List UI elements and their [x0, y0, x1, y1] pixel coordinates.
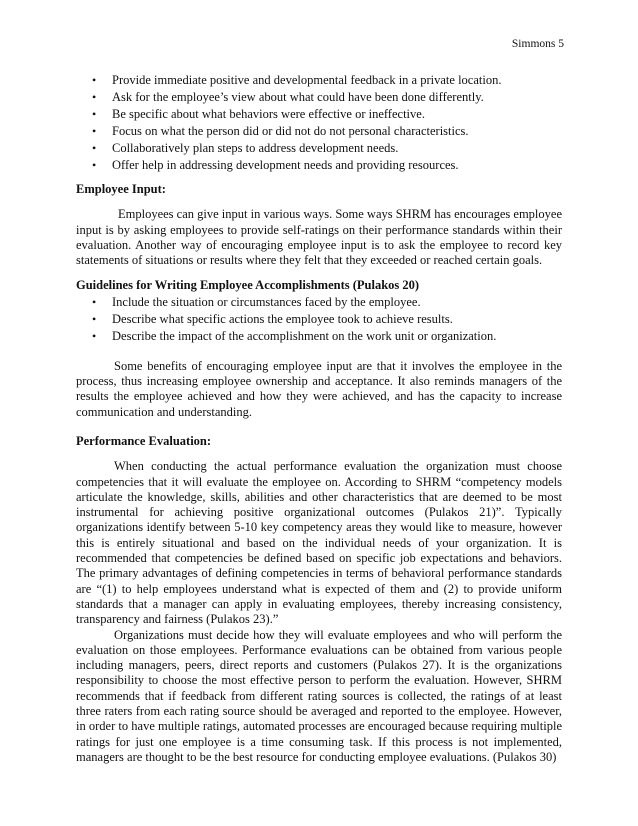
page-content	[76, 72, 562, 765]
list-item-text: Provide immediate positive and developmental feedback in a private location.	[112, 73, 502, 87]
bullet-icon: •	[92, 311, 97, 326]
list-item	[76, 157, 562, 174]
guidelines-heading: Guidelines for Writing Employee Accomplishments (Pulakos 20)	[76, 278, 420, 293]
bullet-icon: •	[92, 107, 97, 121]
list-item-text: Ask for the employee’s view about what could have been done differently.	[112, 90, 484, 104]
bullet-icon: •	[92, 328, 97, 343]
benefits-paragraph: Some benefits of encouraging employee input are that it involves the employee in the process, thus increasing employee ownership and acceptance. It also reminds managers of the results the employee achieved and how they were achieved, and has the capacity to increase communication and understanding.	[76, 358, 562, 419]
list-item	[76, 106, 562, 123]
page-header: Simmons 5	[511, 38, 564, 50]
list-item-text: Describe the impact of the accomplishment on the work unit or organization.	[112, 328, 497, 343]
list-item	[76, 328, 562, 345]
list-item	[76, 89, 562, 106]
performance-evaluation-heading: Performance Evaluation:	[76, 433, 212, 448]
feedback-tips-list	[76, 72, 562, 174]
bullet-icon: •	[92, 90, 97, 104]
list-item	[76, 123, 562, 140]
employee-input-paragraph: Employees can give input in various ways. Some ways SHRM has encourages employee input is by asking employees to provide self-ratings on their performance standards within their evaluation. Another way of encouraging employee input is to ask the employee to record key statements of situations or results where they felt that they exceeded or reached certain goals.	[76, 207, 563, 268]
bullet-icon: •	[92, 294, 97, 309]
bullet-icon: •	[92, 124, 97, 138]
list-item-text: Include the situation or circumstances faced by the employee.	[112, 294, 421, 309]
list-item-text: Offer help in addressing development needs and providing resources.	[112, 158, 459, 172]
list-item	[76, 72, 562, 89]
performance-evaluation-paragraph-2: Organizations must decide how they will evaluate employees and who will perform the evaluation on those employees. Performance evaluations can be obtained from various people including managers, peers, direct reports and customers (Pulakos 27). It is the organizations responsibility to choose the most effective person to perform the evaluation. However, SHRM recommends that if feedback from different rating sources is collected, the ratings of at least three raters from each rating source should be averaged and reported to the employee. However, in order to have multiple ratings, automated processes are encouraged because requiring multiple ratings for just one employee is a time consuming task. If this process is not implemented, managers are thought to be the best resource for conducting employee evaluations. (Pulakos 30)	[76, 627, 562, 764]
list-item	[76, 311, 562, 328]
list-item-text: Collaboratively plan steps to address development needs.	[112, 141, 399, 155]
list-item	[76, 140, 562, 157]
list-item-text: Be specific about what behaviors were effective or ineffective.	[112, 107, 425, 121]
performance-evaluation-paragraph-1: When conducting the actual performance evaluation the organization must choose competencies that it will evaluate the employee on. According to SHRM “competency models articulate the knowledge, skills, abilities and other characteristics that are deemed to be most instrumental for achieving positive organizational outcomes (Pulakos 21)”. Typically organizations identify between 5-10 key competency areas they would like to measure, however this is entirely situational and based on the individual needs of your organization. It is recommended that competencies be defined based on specific job expectations and behaviors. The primary advantages of defining competencies in terms of behavioral performance standards are “(1) to help employees understand what is expected of them and (2) to provide uniform standards that a manager can apply in evaluating employees, thereby increasing consistency, transparency and fairness (Pulakos 23).”	[76, 459, 562, 627]
bullet-icon: •	[92, 158, 97, 172]
list-item-text: Describe what specific actions the employee took to achieve results.	[112, 311, 453, 326]
employee-input-heading: Employee Input:	[76, 182, 166, 196]
list-item-text: Focus on what the person did or did not do not personal characteristics.	[112, 124, 469, 138]
bullet-icon: •	[92, 141, 97, 155]
guidelines-list	[76, 294, 562, 345]
bullet-icon: •	[92, 73, 97, 87]
list-item	[76, 294, 562, 311]
